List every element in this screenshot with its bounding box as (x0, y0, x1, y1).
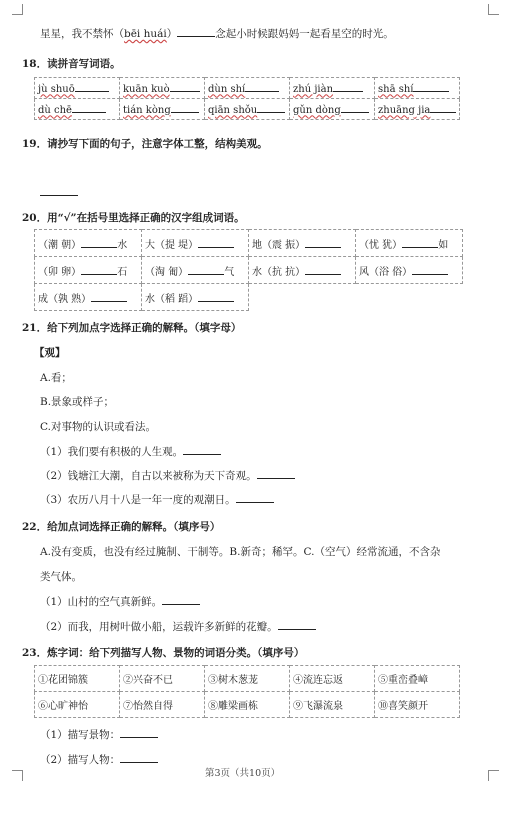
q23-title: 23．炼字词：给下列描写人物、景物的词语分类。（填序号） (22, 647, 305, 659)
answer-blank[interactable] (236, 493, 274, 503)
crop-mark-bottom-right (488, 770, 499, 781)
answer-blank[interactable] (278, 620, 316, 630)
word-choice-cell[interactable]: 水（抗 抗） (249, 257, 356, 284)
page-footer: 第3页（共10页） (205, 768, 281, 779)
crop-mark-bottom-left (12, 770, 23, 781)
q22-options-line2: 类气体。 (40, 571, 82, 583)
pinyin-cell[interactable]: qiān shǒu (205, 99, 290, 120)
q22-options-line1: A.没有变质，也没有经过腌制、干制等。B.新奇；稀罕。C.（空气）经常流通，不含杂 (40, 546, 441, 558)
idiom-cell: ②兴奋不已 (120, 666, 205, 692)
idiom-cell: ③树木葱茏 (205, 666, 290, 692)
idiom-cell: ①花团锦簇 (35, 666, 120, 692)
idiom-cell: ④流连忘返 (290, 666, 375, 692)
q21-option-a: A.看； (40, 372, 72, 384)
q18-pinyin-table (34, 77, 460, 120)
pinyin-cell[interactable]: kuān kuò (120, 78, 205, 99)
idiom-cell: ⑤重峦叠嶂 (375, 666, 460, 692)
idiom-cell: ⑨飞瀑流泉 (290, 692, 375, 718)
word-choice-cell[interactable]: （忧 犹） 如 (356, 230, 463, 257)
q18-title: 18．读拼音写词语。 (22, 58, 121, 70)
q23-table (34, 665, 460, 718)
idiom-cell: ⑦怡然自得 (120, 692, 205, 718)
q21-item-1: （1）我们要有积极的人生观。 (40, 444, 221, 459)
q20-table (34, 229, 463, 311)
idiom-cell: ⑩喜笑颜开 (375, 692, 460, 718)
q19-title: 19．请抄写下面的句子，注意字体工整，结构美观。 (22, 138, 268, 150)
word-choice-cell[interactable]: （潮 朝） 水 (35, 230, 142, 257)
word-choice-cell[interactable]: 大（提 堤） (142, 230, 249, 257)
q23-item-2: （2）描写人物： (40, 752, 158, 767)
q20-title: 20．用“√”在括号里选择正确的汉字组成词语。 (22, 212, 245, 224)
q23-item-1: （1）描写景物： (40, 727, 158, 742)
pinyin-cell[interactable]: shā shí (375, 78, 460, 99)
answer-blank[interactable] (257, 469, 295, 479)
top-sentence-pre: 星星，我不禁怀（ (40, 28, 124, 40)
word-choice-cell[interactable]: 风（浴 俗） (356, 257, 463, 284)
q21-word: 【观】 (34, 347, 66, 359)
q21-option-c: C.对事物的认识或看法。 (40, 421, 156, 433)
word-choice-cell[interactable]: 地（震 振） (249, 230, 356, 257)
word-choice-cell[interactable]: （卯 卵） 石 (35, 257, 142, 284)
top-sentence-close: ） (166, 28, 178, 40)
q22-item-1: （1）山村的空气真新鲜。 (40, 594, 200, 609)
top-sentence-pinyin: bēi huái (124, 28, 167, 40)
idiom-cell: ⑥心旷神怡 (35, 692, 120, 718)
pinyin-cell[interactable]: tián kòng (120, 99, 205, 120)
word-choice-cell[interactable]: （淘 匍） 气 (142, 257, 249, 284)
answer-blank[interactable] (162, 595, 200, 605)
pinyin-cell[interactable]: dùn shí (205, 78, 290, 99)
pinyin-cell[interactable]: zhú jiàn (290, 78, 375, 99)
word-choice-cell[interactable]: 水（稻 蹈） (142, 284, 249, 311)
answer-blank[interactable] (183, 445, 221, 455)
top-sentence (40, 26, 394, 41)
word-choice-cell[interactable]: 成（孰 熟） (35, 284, 142, 311)
top-sentence-after: 念起小时候跟妈妈一起看星空的时光。 (215, 28, 394, 40)
idiom-cell: ⑧雕梁画栋 (205, 692, 290, 718)
q21-title: 21．给下列加点字选择正确的解释。（填字母） (22, 322, 242, 334)
pinyin-cell[interactable]: gǔn dòng (290, 99, 375, 120)
crop-mark-top-right (488, 4, 499, 15)
q21-item-2: （2）钱塘江大潮，自古以来被称为天下奇观。 (40, 468, 295, 483)
q22-title: 22．给加点词选择正确的解释。（填序号） (22, 521, 221, 533)
crop-mark-top-left (12, 4, 23, 15)
answer-blank[interactable] (120, 753, 158, 763)
pinyin-cell[interactable]: dù chē (35, 99, 120, 120)
q19-answer-line[interactable] (40, 195, 78, 196)
answer-blank[interactable] (120, 728, 158, 738)
q21-option-b: B.景象或样子； (40, 396, 115, 408)
q21-item-3: （3）农历八月十八是一年一度的观潮日。 (40, 492, 274, 507)
pinyin-cell[interactable]: zhuāng jia (375, 99, 460, 120)
pinyin-cell[interactable]: jù shuō (35, 78, 120, 99)
answer-blank[interactable] (177, 27, 215, 37)
q22-item-2: （2）而我，用树叶做小船，运载许多新鲜的花瓣。 (40, 619, 316, 634)
